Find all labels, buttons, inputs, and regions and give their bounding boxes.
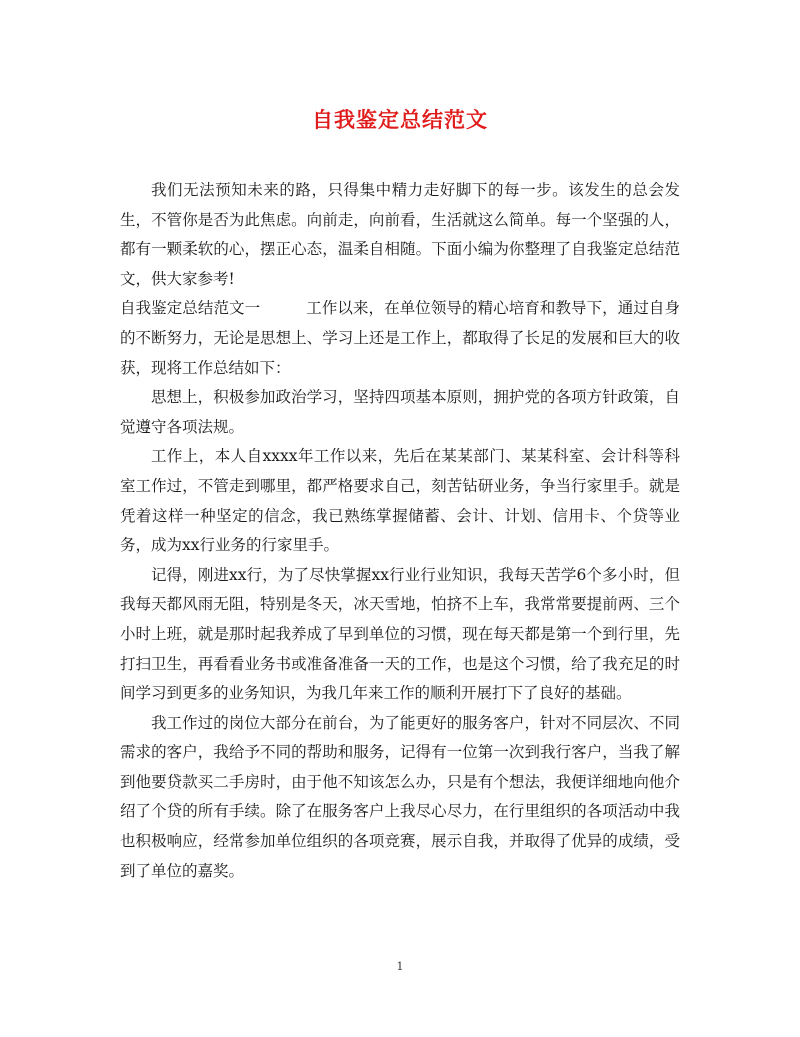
body-paragraph: 思想上，积极参加政治学习，坚持四项基本原则，拥护党的各项方针政策，自觉遵守各项法规。 <box>120 388 680 436</box>
body-paragraph: 记得，刚进xx行，为了尽快掌握xx行业行业知识，我每天苦学6个多小时，但我每天都风雨无阻，特别是冬天，冰天雪地，怕挤不上车，我常常要提前两、三个小时上班，就是那时起我养成了早到单位的习惯，现在每天都是第一个到行里，先打扫卫生，再看看业务书或准备准备一天的工作，也是这个习惯，给了我充足的时间学习到更多的业务知识，为我几年来工作的顺利开展打下了良好的基础。 <box>120 565 680 703</box>
page-number: 1 <box>396 960 404 973</box>
body-paragraph: 我工作过的岗位大部分在前台，为了能更好的服务客户，针对不同层次、不同需求的客户，我给予不同的帮助和服务，记得有一位第一次到我行客户，当我了解到他要贷款买二手房时，由于他不知该怎么办，只是有个想法，我便详细地向他介绍了个贷的所有手续。除了在服务客户上我尽心尽力，在行里组织的各项活动中我也积极响应，经常参加单位组织的各项竞赛，展示自我，并取得了优异的成绩，受到了单位的嘉奖。 <box>120 713 680 880</box>
section-lead: 工作以来，在单位领导的精心培育和教导下，通过自身的不断努力，无论是思想上、学习上还是工作上，都取得了长足的发展和巨大的收获，现将工作总结如下： <box>120 299 680 377</box>
body-paragraph: 工作上，本人自xxxx年工作以来，先后在某某部门、某某科室、会计科等科室工作过，不管走到哪里，都严格要求自己，刻苦钻研业务，争当行家里手。就是凭着这样一种坚定的信念，我已熟练掌握储蓄、会计、计划、信用卡、个贷等业务，成为xx行业务的行家里手。 <box>120 447 680 555</box>
section-one-paragraph <box>120 294 680 383</box>
document-body <box>120 176 680 886</box>
document-title: 自我鉴定总结范文 <box>312 107 488 132</box>
section-heading: 自我鉴定总结范文一 <box>120 299 261 318</box>
intro-paragraph: 我们无法预知未来的路，只得集中精力走好脚下的每一步。该发生的总会发生，不管你是否为此焦虑。向前走，向前看，生活就这么简单。每一个坚强的人，都有一颗柔软的心，摆正心态，温柔自相随。下面小编为你整理了自我鉴定总结范文，供大家参考! <box>120 181 680 288</box>
